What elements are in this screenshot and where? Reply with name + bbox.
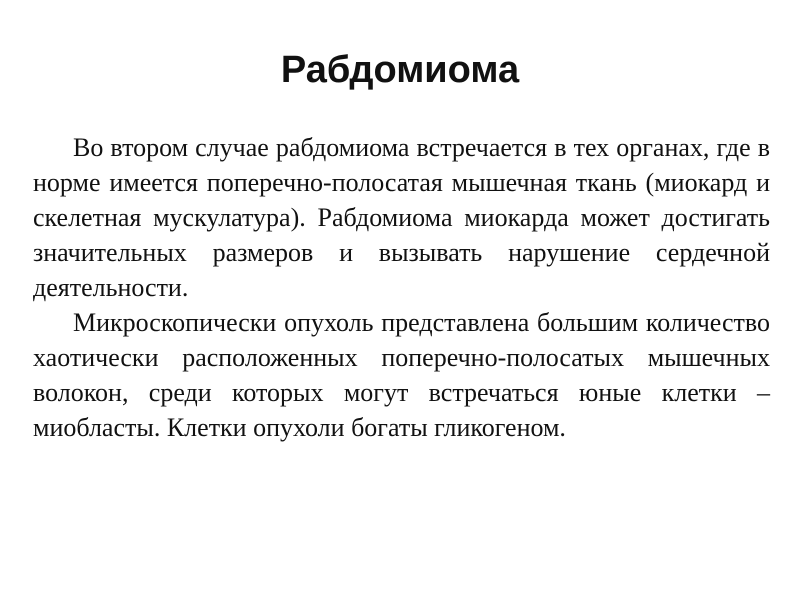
slide-body	[33, 130, 770, 445]
slide-title: Рабдомиома	[280, 49, 520, 91]
paragraph-2: Микроскопически опухоль представлена большим количество хаотически расположенных поперечно-полосатых мышечных волокон, среди которых могут встречаться юные клетки – миобласты. Клетки опухоли богаты гликогеном.	[33, 308, 770, 442]
paragraph-1: Во втором случае рабдомиома встречается в тех органах, где в норме имеется поперечно-полосатая мышечная ткань (миокард и скелетная мускулатура). Рабдомиома миокарда может достигать значительных размеров и вызывать нарушение сердечной деятельности.	[33, 133, 770, 302]
